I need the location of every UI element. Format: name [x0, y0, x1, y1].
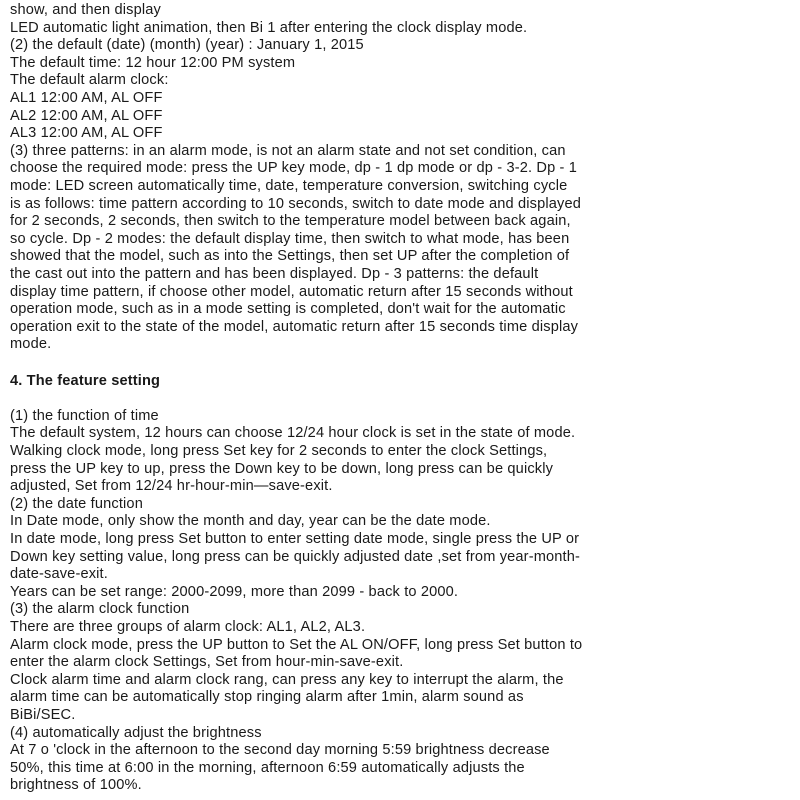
text-line: (2) the date function — [10, 495, 143, 512]
text-line: At 7 o 'clock in the afternoon to the second day morning 5:59 brightness decrease — [10, 742, 550, 759]
text-line: enter the alarm clock Settings, Set from hour-min-save-exit. — [10, 654, 404, 671]
text-line: show, and then display — [10, 2, 161, 18]
text-line: operation mode, such as in a mode setting is completed, don't wait for the automatic — [10, 301, 566, 318]
text-line: operation exit to the state of the model, automatic return after 15 seconds time display — [10, 318, 579, 335]
text-line: LED automatic light animation, then Bi 1 after entering the clock display mode. — [10, 19, 528, 36]
text-line: Walking clock mode, long press Set key for 2 seconds to enter the clock Settings, — [10, 443, 548, 460]
text-line: 50%, this time at 6:00 in the morning, afternoon 6:59 automatically adjusts the — [10, 759, 525, 776]
text-line: for 2 seconds, 2 seconds, then switch to the temperature model between back again, — [10, 213, 571, 230]
text-line: In date mode, long press Set button to enter setting date mode, single press the UP or — [10, 531, 580, 548]
text-line: AL1 12:00 AM, AL OFF — [10, 89, 163, 106]
document-page — [10, 2, 792, 795]
text-line: date-save-exit. — [10, 566, 108, 583]
text-line: Clock alarm time and alarm clock rang, can press any key to interrupt the alarm, the — [10, 671, 564, 688]
text-line: choose the required mode: press the UP key mode, dp - 1 dp mode or dp - 3-2. Dp - 1 — [10, 160, 578, 177]
text-line: Years can be set range: 2000-2099, more than 2099 - back to 2000. — [10, 583, 459, 600]
text-line: BiBi/SEC. — [10, 706, 76, 723]
text-line: mode. — [10, 336, 52, 353]
text-block-modes — [10, 2, 792, 354]
section-heading: 4. The feature setting — [10, 372, 161, 389]
text-line: so cycle. Dp - 2 modes: the default display time, then switch to what mode, has been — [10, 230, 570, 247]
text-line: AL2 12:00 AM, AL OFF — [10, 107, 163, 124]
text-line: The default system, 12 hours can choose 12/24 hour clock is set in the state of mode. — [10, 425, 576, 442]
text-line: (1) the function of time — [10, 407, 159, 424]
text-line: mode: LED screen automatically time, date, temperature conversion, switching cycle — [10, 177, 568, 194]
text-line: (3) three patterns: in an alarm mode, is not an alarm state and not set condition, can — [10, 142, 566, 159]
text-line: (2) the default (date) (month) (year) : January 1, 2015 — [10, 37, 364, 54]
text-line: In Date mode, only show the month and day, year can be the date mode. — [10, 513, 491, 530]
text-line: Down key setting value, long press can be quickly adjusted date ,set from year-month- — [10, 548, 581, 565]
text-block-feature-setting — [10, 408, 792, 795]
text-line: brightness of 100%. — [10, 777, 142, 794]
text-line: The default alarm clock: — [10, 72, 169, 89]
text-line: AL3 12:00 AM, AL OFF — [10, 125, 163, 142]
text-line: showed that the model, such as into the Settings, then set UP after the completion of — [10, 248, 570, 265]
text-line: adjusted, Set from 12/24 hr-hour-min—save-exit. — [10, 478, 333, 495]
text-line: (3) the alarm clock function — [10, 601, 190, 618]
spacer — [10, 390, 792, 408]
text-line: press the UP key to up, press the Down key to be down, long press can be quickly — [10, 460, 554, 477]
text-line: (4) automatically adjust the brightness — [10, 724, 262, 741]
text-line: Alarm clock mode, press the UP button to Set the AL ON/OFF, long press Set button to — [10, 636, 583, 653]
text-line: alarm time can be automatically stop ringing alarm after 1min, alarm sound as — [10, 689, 524, 706]
text-line: There are three groups of alarm clock: AL1, AL2, AL3. — [10, 619, 366, 635]
text-line: display time pattern, if choose other model, automatic return after 15 seconds without — [10, 283, 573, 300]
text-line: is as follows: time pattern according to 10 seconds, switch to date mode and displayed — [10, 195, 582, 212]
text-line: the cast out into the pattern and has been displayed. Dp - 3 patterns: the default — [10, 265, 539, 282]
spacer — [10, 354, 792, 372]
text-line: The default time: 12 hour 12:00 PM system — [10, 54, 296, 71]
